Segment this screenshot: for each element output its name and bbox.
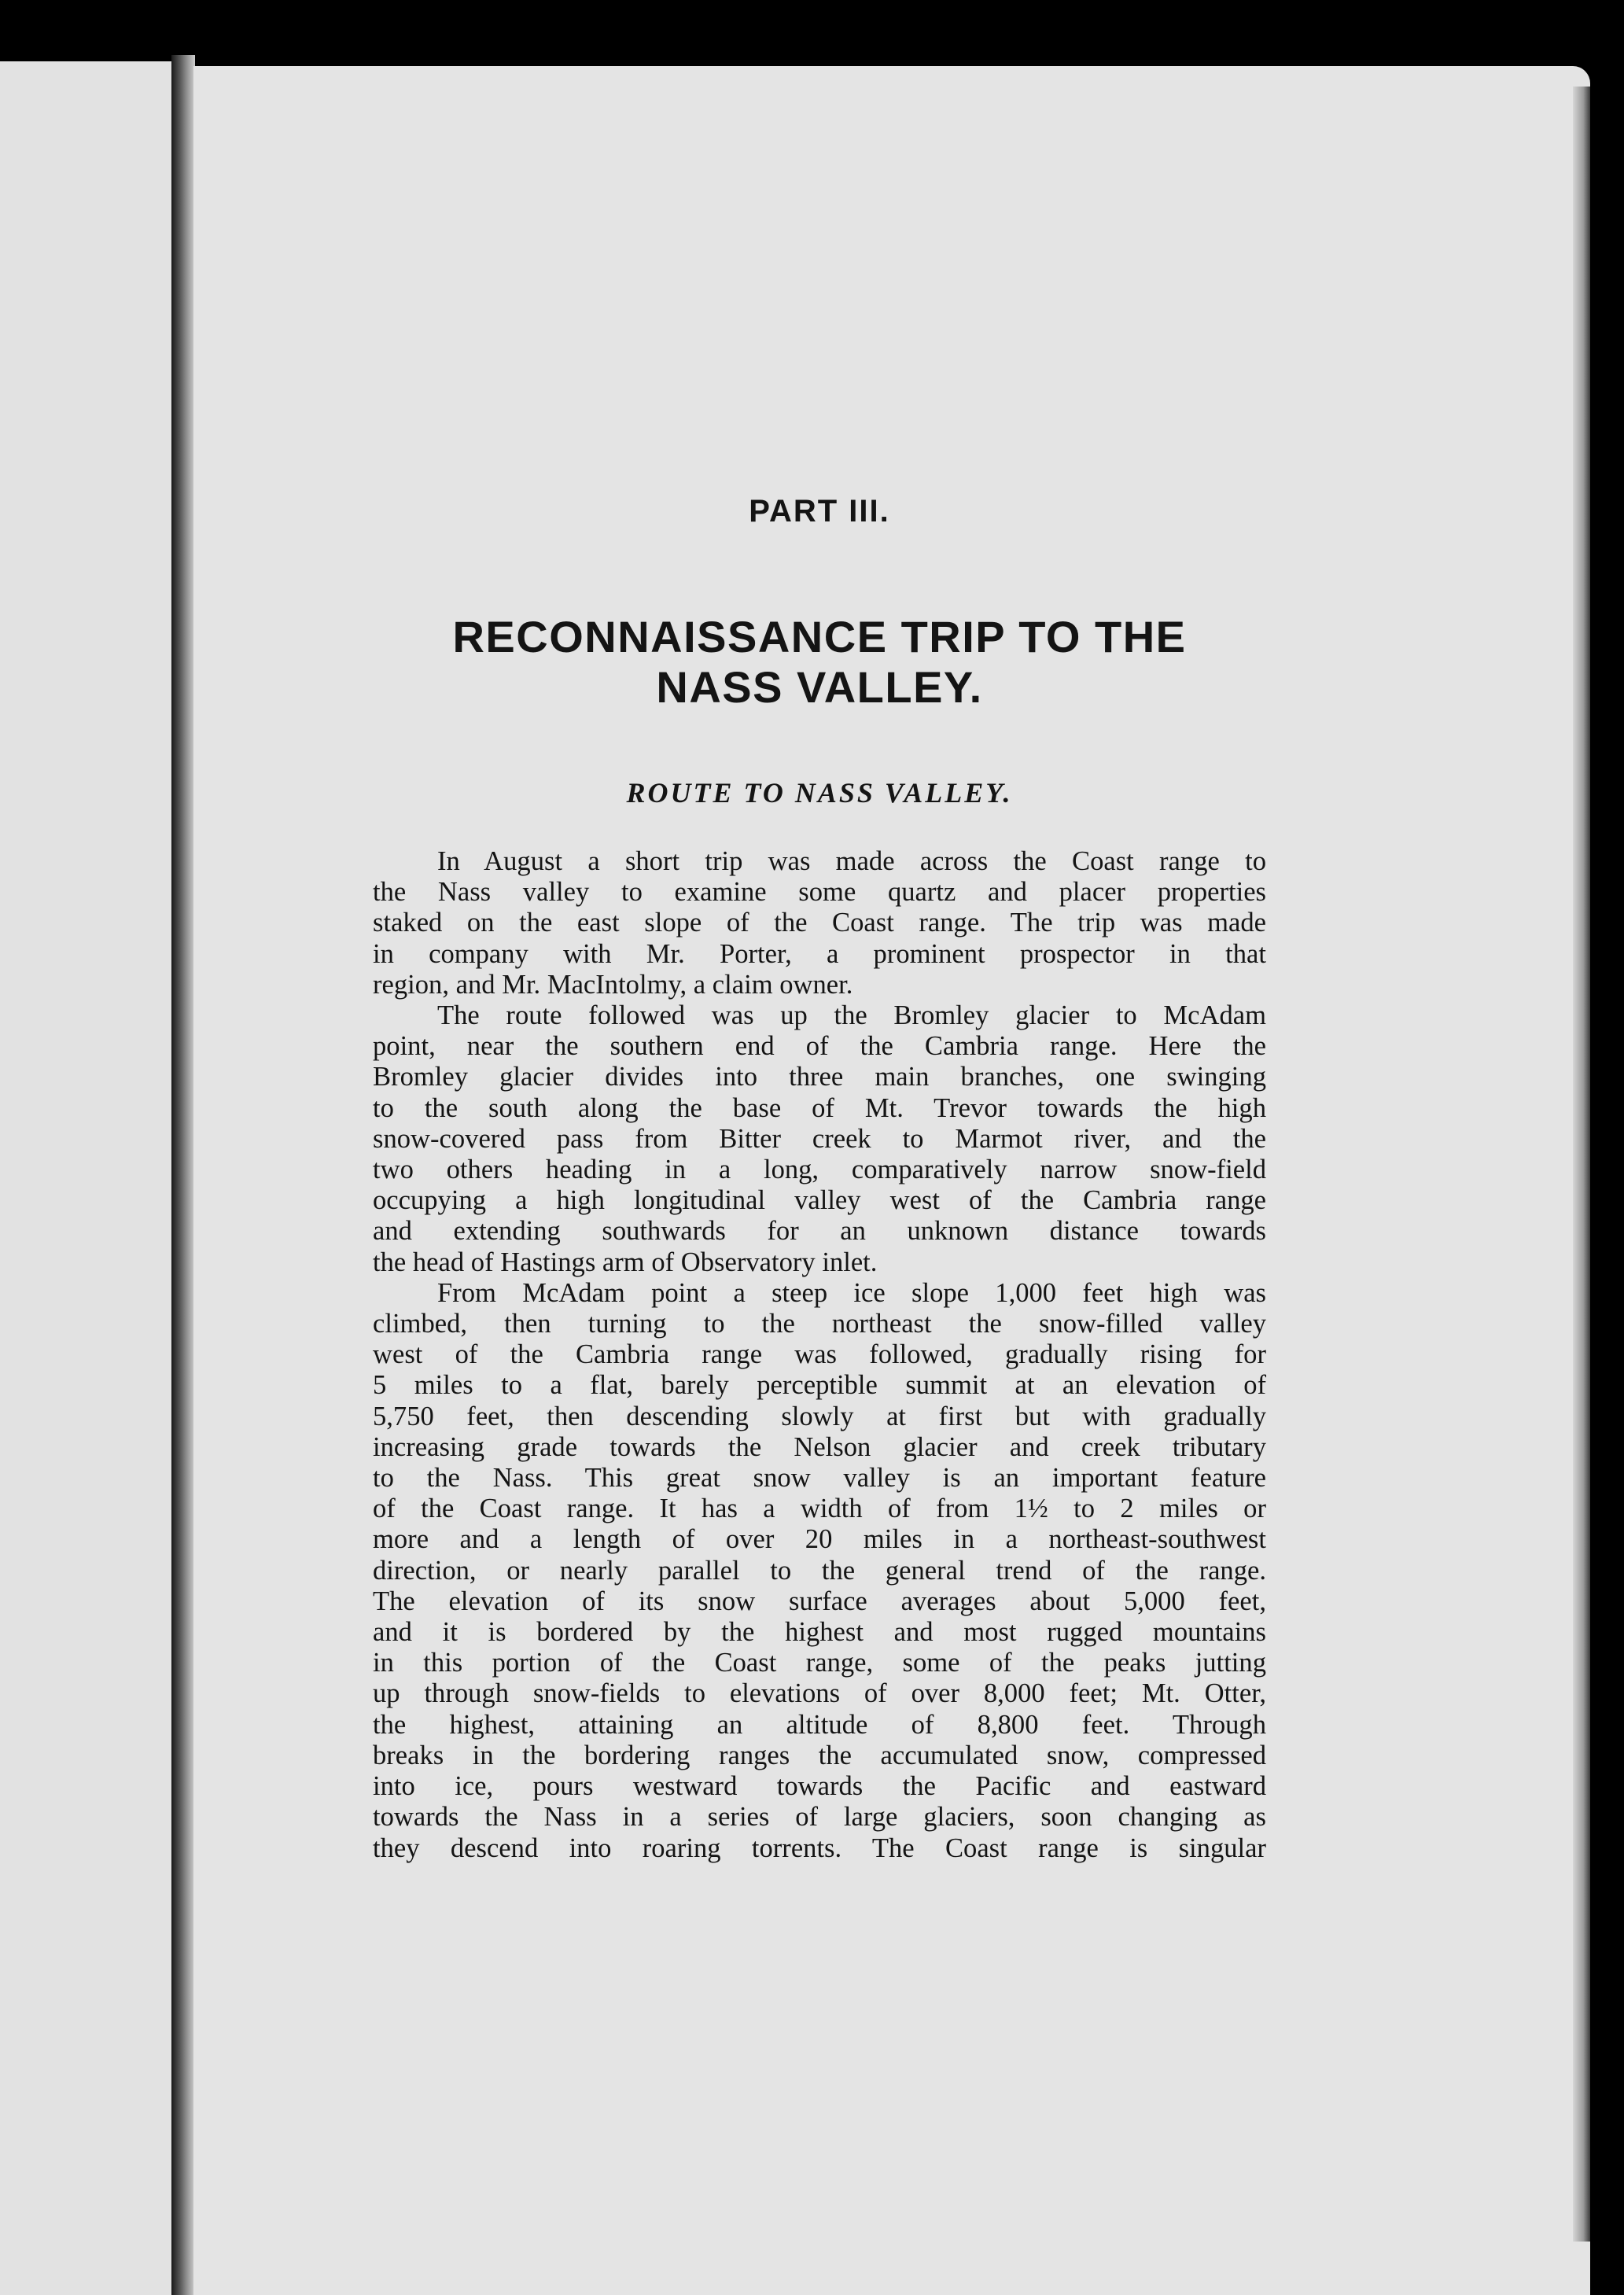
page-fore-edge [1573,87,1590,2242]
text-line: to the south along the base of Mt. Trevor towards the high [373,1092,1266,1123]
paragraph [373,1000,1266,1278]
text-line: towards the Nass in a series of large glaciers, soon changing as [373,1802,1266,1833]
section-heading: ROUTE TO NASS VALLEY. [626,777,1013,809]
text-line: to the Nass. This great snow valley is an important feature [373,1463,1266,1494]
text-line: and extending southwards for an unknown distance towards [373,1216,1266,1247]
paragraph [373,846,1266,1000]
text-line: staked on the east slope of the Coast range. The trip was made [373,908,1266,938]
text-line: up through snow-fields to elevations of over 8,000 feet; Mt. Otter, [373,1678,1266,1709]
text-line: In August a short trip was made across the Coast range to [437,846,1266,876]
text-line: the highest, attaining an altitude of 8,800 feet. Through [373,1709,1266,1740]
left-page-edge [0,61,171,2295]
text-line: the head of Hastings arm of Observatory inlet. [373,1247,878,1277]
text-line: of the Coast range. It has a width of from 1½ to 2 miles or [373,1494,1266,1524]
text-line: 5 miles to a flat, barely perceptible summit at an elevation of [373,1370,1266,1401]
text-line: and it is bordered by the highest and most rugged mountains [373,1617,1266,1648]
chapter-title [373,612,1266,713]
page-text-block [373,495,1266,1864]
text-line: in company with Mr. Porter, a prominent prospector in that [373,938,1266,969]
text-line: west of the Cambria range was followed, gradually rising for [373,1339,1266,1370]
text-line: into ice, pours westward towards the Pacific and eastward [373,1771,1266,1802]
text-line: the Nass valley to examine some quartz and placer properties [373,877,1266,908]
text-line: two others heading in a long, comparatively narrow snow-field [373,1155,1266,1185]
text-line: snow-covered pass from Bitter creek to Marmot river, and the [373,1123,1266,1154]
text-line: The route followed was up the Bromley glacier to McAdam [437,1000,1266,1031]
text-line: The elevation of its snow surface averages about 5,000 feet, [373,1586,1266,1616]
text-line: increasing grade towards the Nelson glacier and creek tributary [373,1431,1266,1462]
chapter-title-line: NASS VALLEY. [656,662,983,712]
paragraph [373,1278,1266,1864]
text-line: more and a length of over 20 miles in a northeast-southwest [373,1524,1266,1555]
text-line: direction, or nearly parallel to the general trend of the range. [373,1555,1266,1586]
text-line: climbed, then turning to the northeast the snow-filled valley [373,1309,1266,1339]
text-line: region, and Mr. MacIntolmy, a claim owner. [373,969,853,1000]
text-line: in this portion of the Coast range, some of the peaks jutting [373,1648,1266,1678]
text-line: Bromley glacier divides into three main branches, one swinging [373,1062,1266,1092]
text-line: occupying a high longitudinal valley west of the Cambria range [373,1185,1266,1216]
book-gutter [171,55,195,2295]
body-text [373,846,1266,1864]
text-line: 5,750 feet, then descending slowly at first but with gradually [373,1401,1266,1431]
chapter-title-line: RECONNAISSANCE TRIP TO THE [452,612,1187,661]
text-line: From McAdam point a steep ice slope 1,000 feet high was [437,1277,1266,1308]
part-heading: PART III. [749,494,890,529]
text-line: they descend into roaring torrents. The Coast range is singular [373,1833,1266,1863]
text-line: point, near the southern end of the Cambria range. Here the [373,1031,1266,1062]
text-line: breaks in the bordering ranges the accumulated snow, compressed [373,1740,1266,1770]
